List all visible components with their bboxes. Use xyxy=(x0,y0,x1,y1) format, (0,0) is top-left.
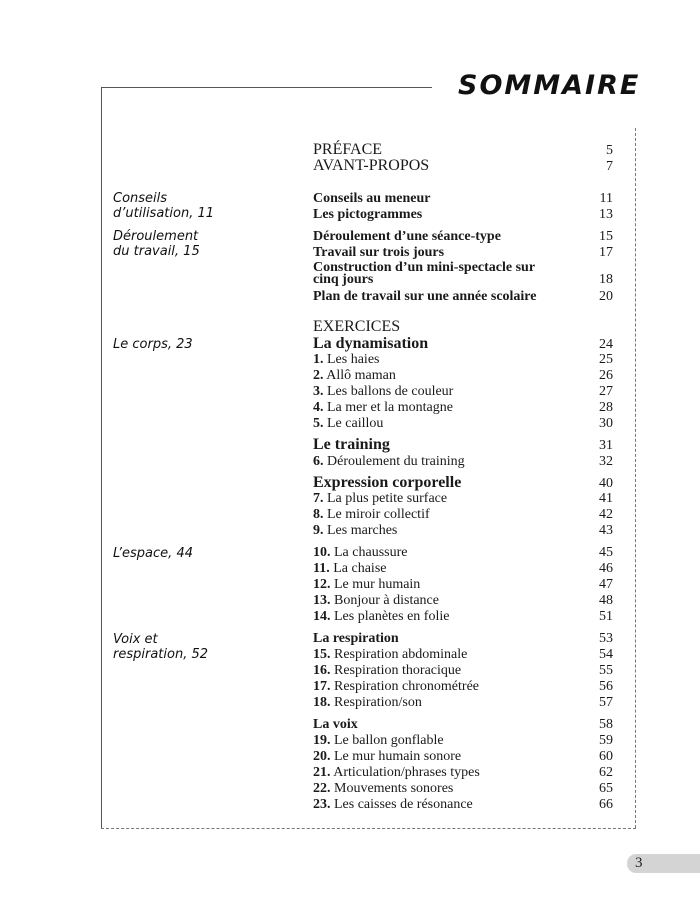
toc-label: Le ballon gonflable xyxy=(334,733,444,748)
toc-page: 46 xyxy=(599,561,613,576)
page-number: 3 xyxy=(635,855,643,871)
toc-label: Respiration thoracique xyxy=(334,663,462,678)
toc-page: 45 xyxy=(599,545,613,560)
toc-page: 26 xyxy=(599,368,613,383)
toc-entry xyxy=(313,475,613,492)
toc-number: 9. xyxy=(313,523,324,538)
side-note-line: Le corps, 23 xyxy=(113,337,193,352)
toc-number: 1. xyxy=(313,352,324,367)
toc-page: 24 xyxy=(599,337,613,352)
toc-label: AVANT-PROPOS xyxy=(313,157,430,174)
toc-page: 42 xyxy=(599,507,613,522)
toc-entry xyxy=(313,679,613,695)
toc-label: Les haies xyxy=(327,352,380,367)
toc-label: La plus petite surface xyxy=(327,491,448,506)
toc-entry xyxy=(313,437,613,454)
toc-page: 55 xyxy=(599,663,613,678)
side-note-line: du travail, 15 xyxy=(113,244,200,259)
toc-page: 32 xyxy=(599,454,613,469)
toc-label: Les planètes en folie xyxy=(334,609,450,624)
toc-entry xyxy=(313,577,613,593)
toc-number: 3. xyxy=(313,384,324,399)
toc-page: 30 xyxy=(599,416,613,431)
toc-label: PRÉFACE xyxy=(313,141,383,158)
toc-entry xyxy=(313,289,613,305)
toc-entry xyxy=(313,781,613,797)
side-note-espace xyxy=(113,546,298,561)
toc-number: 23. xyxy=(313,797,331,812)
toc-page: 25 xyxy=(599,352,613,367)
toc-entry xyxy=(313,593,613,609)
toc-label: Travail sur trois jours xyxy=(313,245,445,260)
frame-right-border xyxy=(635,128,636,828)
side-note-line: Déroulement xyxy=(113,229,199,244)
toc-page: 31 xyxy=(599,438,613,453)
toc-entry xyxy=(313,609,613,625)
toc-number: 21. xyxy=(313,765,331,780)
toc-entry xyxy=(313,545,613,561)
toc-page: 11 xyxy=(599,191,613,206)
toc-page: 65 xyxy=(599,781,613,796)
toc-number: 18. xyxy=(313,695,331,710)
frame-left-border xyxy=(101,87,102,828)
side-note-line: respiration, 52 xyxy=(113,647,208,662)
frame-top-border xyxy=(101,87,432,88)
toc-entry xyxy=(313,229,613,245)
toc-label: La chaussure xyxy=(334,545,408,560)
toc-label: Mouvements sonores xyxy=(334,781,454,796)
toc-entry xyxy=(313,663,613,679)
toc-entry xyxy=(313,368,613,384)
toc-entry xyxy=(313,416,613,432)
toc-label: Les caisses de résonance xyxy=(334,797,473,812)
toc-label: Plan de travail sur une année scolaire xyxy=(313,289,537,304)
toc-number: 11. xyxy=(313,561,330,576)
toc-entry xyxy=(313,695,613,711)
toc-label: Le mur humain xyxy=(334,577,421,592)
toc-page: 57 xyxy=(599,695,613,710)
toc-entry xyxy=(313,384,613,400)
toc-entry xyxy=(313,561,613,577)
toc-page: 56 xyxy=(599,679,613,694)
toc-number: 8. xyxy=(313,507,324,522)
toc-page: 18 xyxy=(599,272,613,287)
toc-label: La voix xyxy=(313,717,358,732)
side-note-voix xyxy=(113,632,298,662)
toc-page: 7 xyxy=(606,159,613,174)
toc-entry xyxy=(313,336,613,353)
toc-label: Les ballons de couleur xyxy=(327,384,454,399)
toc-page: 54 xyxy=(599,647,613,662)
toc-number: 20. xyxy=(313,749,331,764)
toc-label: Articulation/phrases types xyxy=(333,765,480,780)
toc-page: 66 xyxy=(599,797,613,812)
toc-page: 62 xyxy=(599,765,613,780)
side-note-line: Conseils xyxy=(113,191,168,206)
frame-bottom-border xyxy=(101,828,636,829)
toc-label: La chaise xyxy=(333,561,387,576)
toc-page: 13 xyxy=(599,207,613,222)
toc-entry xyxy=(313,491,613,507)
toc-label: La dynamisation xyxy=(313,335,429,352)
toc-entry xyxy=(313,631,613,647)
toc-page: 58 xyxy=(599,717,613,732)
toc-entry xyxy=(313,717,613,733)
toc-entry xyxy=(313,523,613,539)
toc-label: EXERCICES xyxy=(313,318,401,335)
toc-entry xyxy=(313,262,613,286)
toc-label: La respiration xyxy=(313,631,399,646)
toc-entry xyxy=(313,454,613,470)
toc-page: 59 xyxy=(599,733,613,748)
toc-number: 17. xyxy=(313,679,331,694)
toc-page: 28 xyxy=(599,400,613,415)
toc-page: 17 xyxy=(599,245,613,260)
toc-number: 10. xyxy=(313,545,331,560)
side-note-corps xyxy=(113,337,298,352)
toc-entry xyxy=(313,647,613,663)
toc-label: Conseils au meneur xyxy=(313,191,431,206)
toc-entry xyxy=(313,207,613,223)
toc-entry xyxy=(313,400,613,416)
toc-entry xyxy=(313,733,613,749)
toc-entry xyxy=(313,749,613,765)
toc-number: 5. xyxy=(313,416,324,431)
toc-label: Construction d’un mini-spectacle sur cinq jours xyxy=(313,260,535,287)
toc-label: Déroulement d’une séance-type xyxy=(313,229,501,244)
toc-page: 48 xyxy=(599,593,613,608)
side-note-deroulement xyxy=(113,229,298,259)
toc-label: Bonjour à distance xyxy=(334,593,439,608)
toc-page: 5 xyxy=(606,143,613,158)
toc-page: 47 xyxy=(599,577,613,592)
toc-label: Le caillou xyxy=(327,416,384,431)
toc-label: Expression corporelle xyxy=(313,474,462,491)
toc-number: 6. xyxy=(313,454,324,469)
page-title: SOMMAIRE xyxy=(458,70,641,101)
toc-label: Le miroir collectif xyxy=(327,507,430,522)
toc-page: 40 xyxy=(599,476,613,491)
toc-number: 22. xyxy=(313,781,331,796)
toc-label: Respiration/son xyxy=(334,695,422,710)
toc-entry xyxy=(313,797,613,813)
side-note-line: Voix et xyxy=(113,632,158,647)
toc-number: 19. xyxy=(313,733,331,748)
toc-entry xyxy=(313,158,613,175)
toc-label: Le training xyxy=(313,436,390,453)
toc-label: Allô maman xyxy=(326,368,396,383)
toc-label: Respiration abdominale xyxy=(334,647,468,662)
toc-page: 27 xyxy=(599,384,613,399)
toc-number: 12. xyxy=(313,577,331,592)
toc-section-heading xyxy=(313,319,613,335)
toc-entry xyxy=(313,765,613,781)
toc-label: Le mur humain sonore xyxy=(334,749,462,764)
toc-page: 53 xyxy=(599,631,613,646)
side-note-line: d’utilisation, 11 xyxy=(113,206,215,221)
side-note-conseils xyxy=(113,191,298,221)
toc-number: 7. xyxy=(313,491,324,506)
toc-page: 20 xyxy=(599,289,613,304)
toc-page: 51 xyxy=(599,609,613,624)
toc-entry xyxy=(313,352,613,368)
toc-number: 14. xyxy=(313,609,331,624)
toc-label: La mer et la montagne xyxy=(327,400,453,415)
toc-entry xyxy=(313,507,613,523)
toc-page: 43 xyxy=(599,523,613,538)
toc-number: 16. xyxy=(313,663,331,678)
toc-page: 60 xyxy=(599,749,613,764)
toc-entry xyxy=(313,191,613,207)
toc-entry xyxy=(313,245,613,261)
toc-label: Respiration chronométrée xyxy=(334,679,480,694)
side-note-line: L’espace, 44 xyxy=(113,546,193,561)
toc-page: 15 xyxy=(599,229,613,244)
toc-label: Les marches xyxy=(327,523,398,538)
toc-label: Les pictogrammes xyxy=(313,207,423,222)
toc-number: 15. xyxy=(313,647,331,662)
toc-label: Déroulement du training xyxy=(327,454,465,469)
toc-number: 13. xyxy=(313,593,331,608)
toc-page: 41 xyxy=(599,491,613,506)
toc-number: 2. xyxy=(313,368,324,383)
toc-number: 4. xyxy=(313,400,324,415)
